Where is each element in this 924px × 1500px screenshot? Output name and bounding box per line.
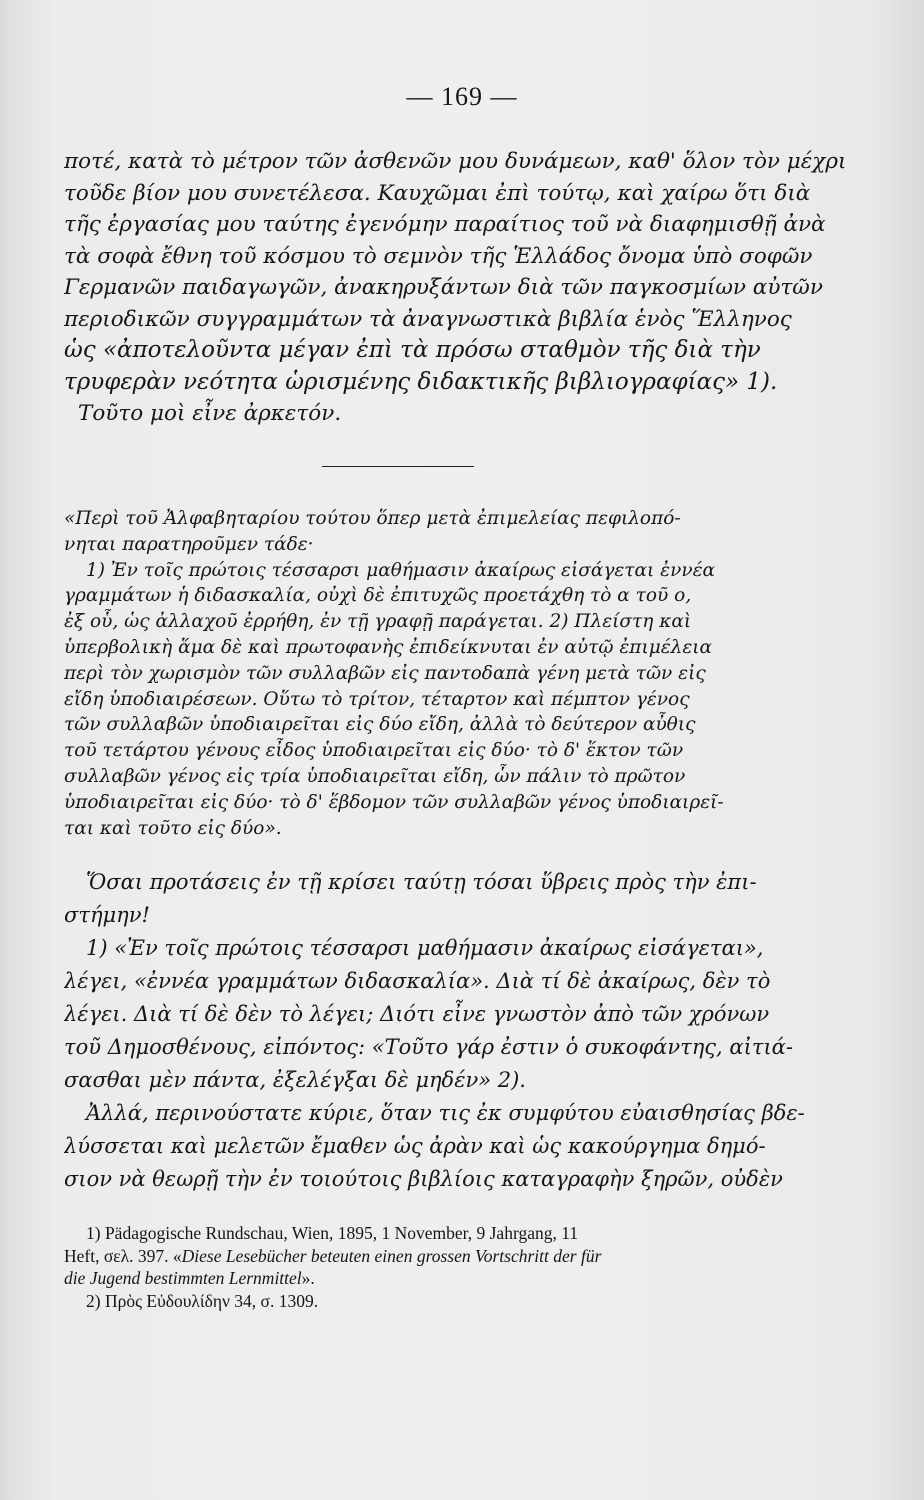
text-line: Γερμανῶν παιδαγωγῶν, ἀνακηρυξάντων διὰ τῶν παγκοσμίων αὐτῶν — [64, 275, 823, 300]
text-line: ποτέ, κατὰ τὸ μέτρον τῶν ἀσθενῶν μου δυνάμεων, καθ' ὅλον τὸν μέχρι — [64, 149, 847, 174]
text-line: σασθαι μὲν πάντα, ἐξελέγξαι δὲ μηδέν» 2). — [64, 1068, 526, 1092]
footnote-quote: Diese Lesebücher beteuten einen grossen Vortschritt der für — [181, 1245, 602, 1266]
text-line: λέγει. Διὰ τί δὲ δὲν τὸ λέγει; Διότι εἶνε γνωστὸν ἀπὸ τῶν χρόνων — [64, 1002, 770, 1026]
text-line: Τοῦτο μοὶ εἶνε ἀρκετόν. — [78, 401, 342, 426]
footnote-1-cont — [64, 1245, 864, 1268]
quotation-block — [64, 506, 864, 841]
quote-line: τοῦ τετάρτου γένους εἶδος ὑποδιαιρεῖται εἰς δύο· τὸ δ' ἕκτον τῶν — [64, 740, 684, 762]
footnote-quote: die Jugend bestimmten Lernmittel — [64, 1268, 302, 1288]
footnote-text: Heft, σελ. 397. « — [64, 1245, 182, 1266]
quote-line: ἐξ οὗ, ὡς ἀλλαχοῦ ἐρρήθη, ἐν τῇ γραφῇ παράγεται. 2) Πλείστη καὶ — [64, 611, 692, 633]
text-line: περιοδικῶν συγγραμμάτων τὰ ἀναγνωστικὰ βιβλία ἑνὸς Ἕλληνος — [64, 306, 792, 332]
quote-line: τῶν συλλαβῶν ὑποδιαιρεῖται εἰς δύο εἴδη, ἀλλὰ τὸ δεύτερον αὖθις — [64, 714, 696, 736]
text-line: Ὅσαι προτάσεις ἐν τῇ κρίσει ταύτῃ τόσαι ὕβρεις πρὸς τὴν ἐπι- — [86, 870, 757, 894]
quote-line: περὶ τὸν χωρισμὸν τῶν συλλαβῶν εἰς παντοδαπὰ γένη μετὰ τῶν εἰς — [64, 662, 706, 684]
quote-line: 1) Ἐν τοῖς πρώτοις τέσσαρσι μαθήμασιν ἀκαίρως εἰσάγεται ἐννέα — [86, 559, 716, 581]
footnotes — [64, 1222, 864, 1312]
quote-line: ται καὶ τοῦτο εἰς δύο». — [64, 817, 282, 839]
footnote-1-end — [64, 1267, 864, 1290]
footnote-text: ». — [301, 1268, 315, 1288]
text-line: τρυφερὰν νεότητα ὡρισμένης διδακτικῆς βιβλιογραφίας» 1). — [64, 368, 778, 395]
quote-line: εἴδη ὑποδιαιρέσεων. Οὕτω τὸ τρίτον, τέταρτον καὶ πέμπτον γένος — [64, 688, 690, 710]
text-line: τῆς ἐργασίας μου ταύτης ἐγενόμην παραίτιος τοῦ νὰ διαφημισθῇ ἀνὰ — [64, 212, 826, 237]
commentary-block — [64, 866, 864, 1196]
text-line: 1) «Ἐν τοῖς πρώτοις τέσσαρσι μαθήμασιν ἀκαίρως εἰσάγεται», — [86, 936, 764, 960]
text-line: λέγει, «ἐννέα γραμμάτων διδασκαλία». Διὰ τί δὲ ἀκαίρως, δὲν τὸ — [64, 969, 771, 993]
text-line: τοῦδε βίον μου συνετέλεσα. Καυχῶμαι ἐπὶ τούτῳ, καὶ χαίρω ὅτι διὰ — [64, 180, 811, 206]
text-line: λύσσεται καὶ μελετῶν ἔμαθεν ὡς ἀρὰν καὶ ὡς κακούργημα δημό- — [64, 1134, 766, 1158]
text-line: Ἀλλά, περινούστατε κύριε, ὅταν τις ἐκ συμφύτου εὐαισθησίας βδε- — [86, 1101, 805, 1125]
text-line: στήμην! — [64, 903, 150, 927]
page-number: — 169 — — [406, 82, 518, 111]
text-line: τὰ σοφὰ ἔθνη τοῦ κόσμου τὸ σεμνὸν τῆς Ἑλλάδος ὄνομα ὑπὸ σοφῶν — [64, 243, 813, 269]
quote-line: «Περὶ τοῦ Ἀλφαβηταρίου τούτου ὅπερ μετὰ ἐπιμελείας πεφιλοπό- — [64, 508, 681, 529]
main-text-block — [64, 146, 864, 430]
quote-line: γραμμάτων ἡ διδασκαλία, οὐχὶ δὲ ἐπιτυχῶς προετάχθη τὸ α τοῦ ο, — [64, 585, 692, 607]
footnote-1: 1) Pädagogische Rundschau, Wien, 1895, 1 November, 9 Jahrgang, 11 — [86, 1223, 579, 1243]
quote-line: συλλαβῶν γένος εἰς τρία ὑποδιαιρεῖται εἴδη, ὧν πάλιν τὸ πρῶτον — [64, 765, 686, 787]
quote-line: νηται παρατηροῦμεν τάδε· — [64, 533, 314, 555]
text-line: τοῦ Δημοσθένους, εἰπόντος: «Τοῦτο γάρ ἐστιν ὁ συκοφάντης, αἰτιά- — [64, 1035, 793, 1059]
quote-line: ὑπερβολικὴ ἅμα δὲ καὶ πρωτοφανὴς ἐπιδείκνυται ἐν αὐτῷ ἐπιμέλεια — [64, 636, 713, 658]
section-divider — [322, 466, 474, 467]
quote-line: ὑποδιαιρεῖται εἰς δύο· τὸ δ' ἕβδομον τῶν συλλαβῶν γένος ὑποδιαιρεῖ- — [64, 791, 724, 813]
footnote-2: 2) Πρὸς Εὐδουλίδην 34, σ. 1309. — [86, 1290, 319, 1311]
text-line: ὡς «ἀποτελοῦντα μέγαν ἐπὶ τὰ πρόσω σταθμὸν τῆς διὰ τὴν — [64, 337, 761, 363]
text-line: σιον νὰ θεωρῇ τὴν ἐν τοιούτοις βιβλίοις καταγραφὴν ξηρῶν, οὐδὲν — [64, 1167, 783, 1191]
